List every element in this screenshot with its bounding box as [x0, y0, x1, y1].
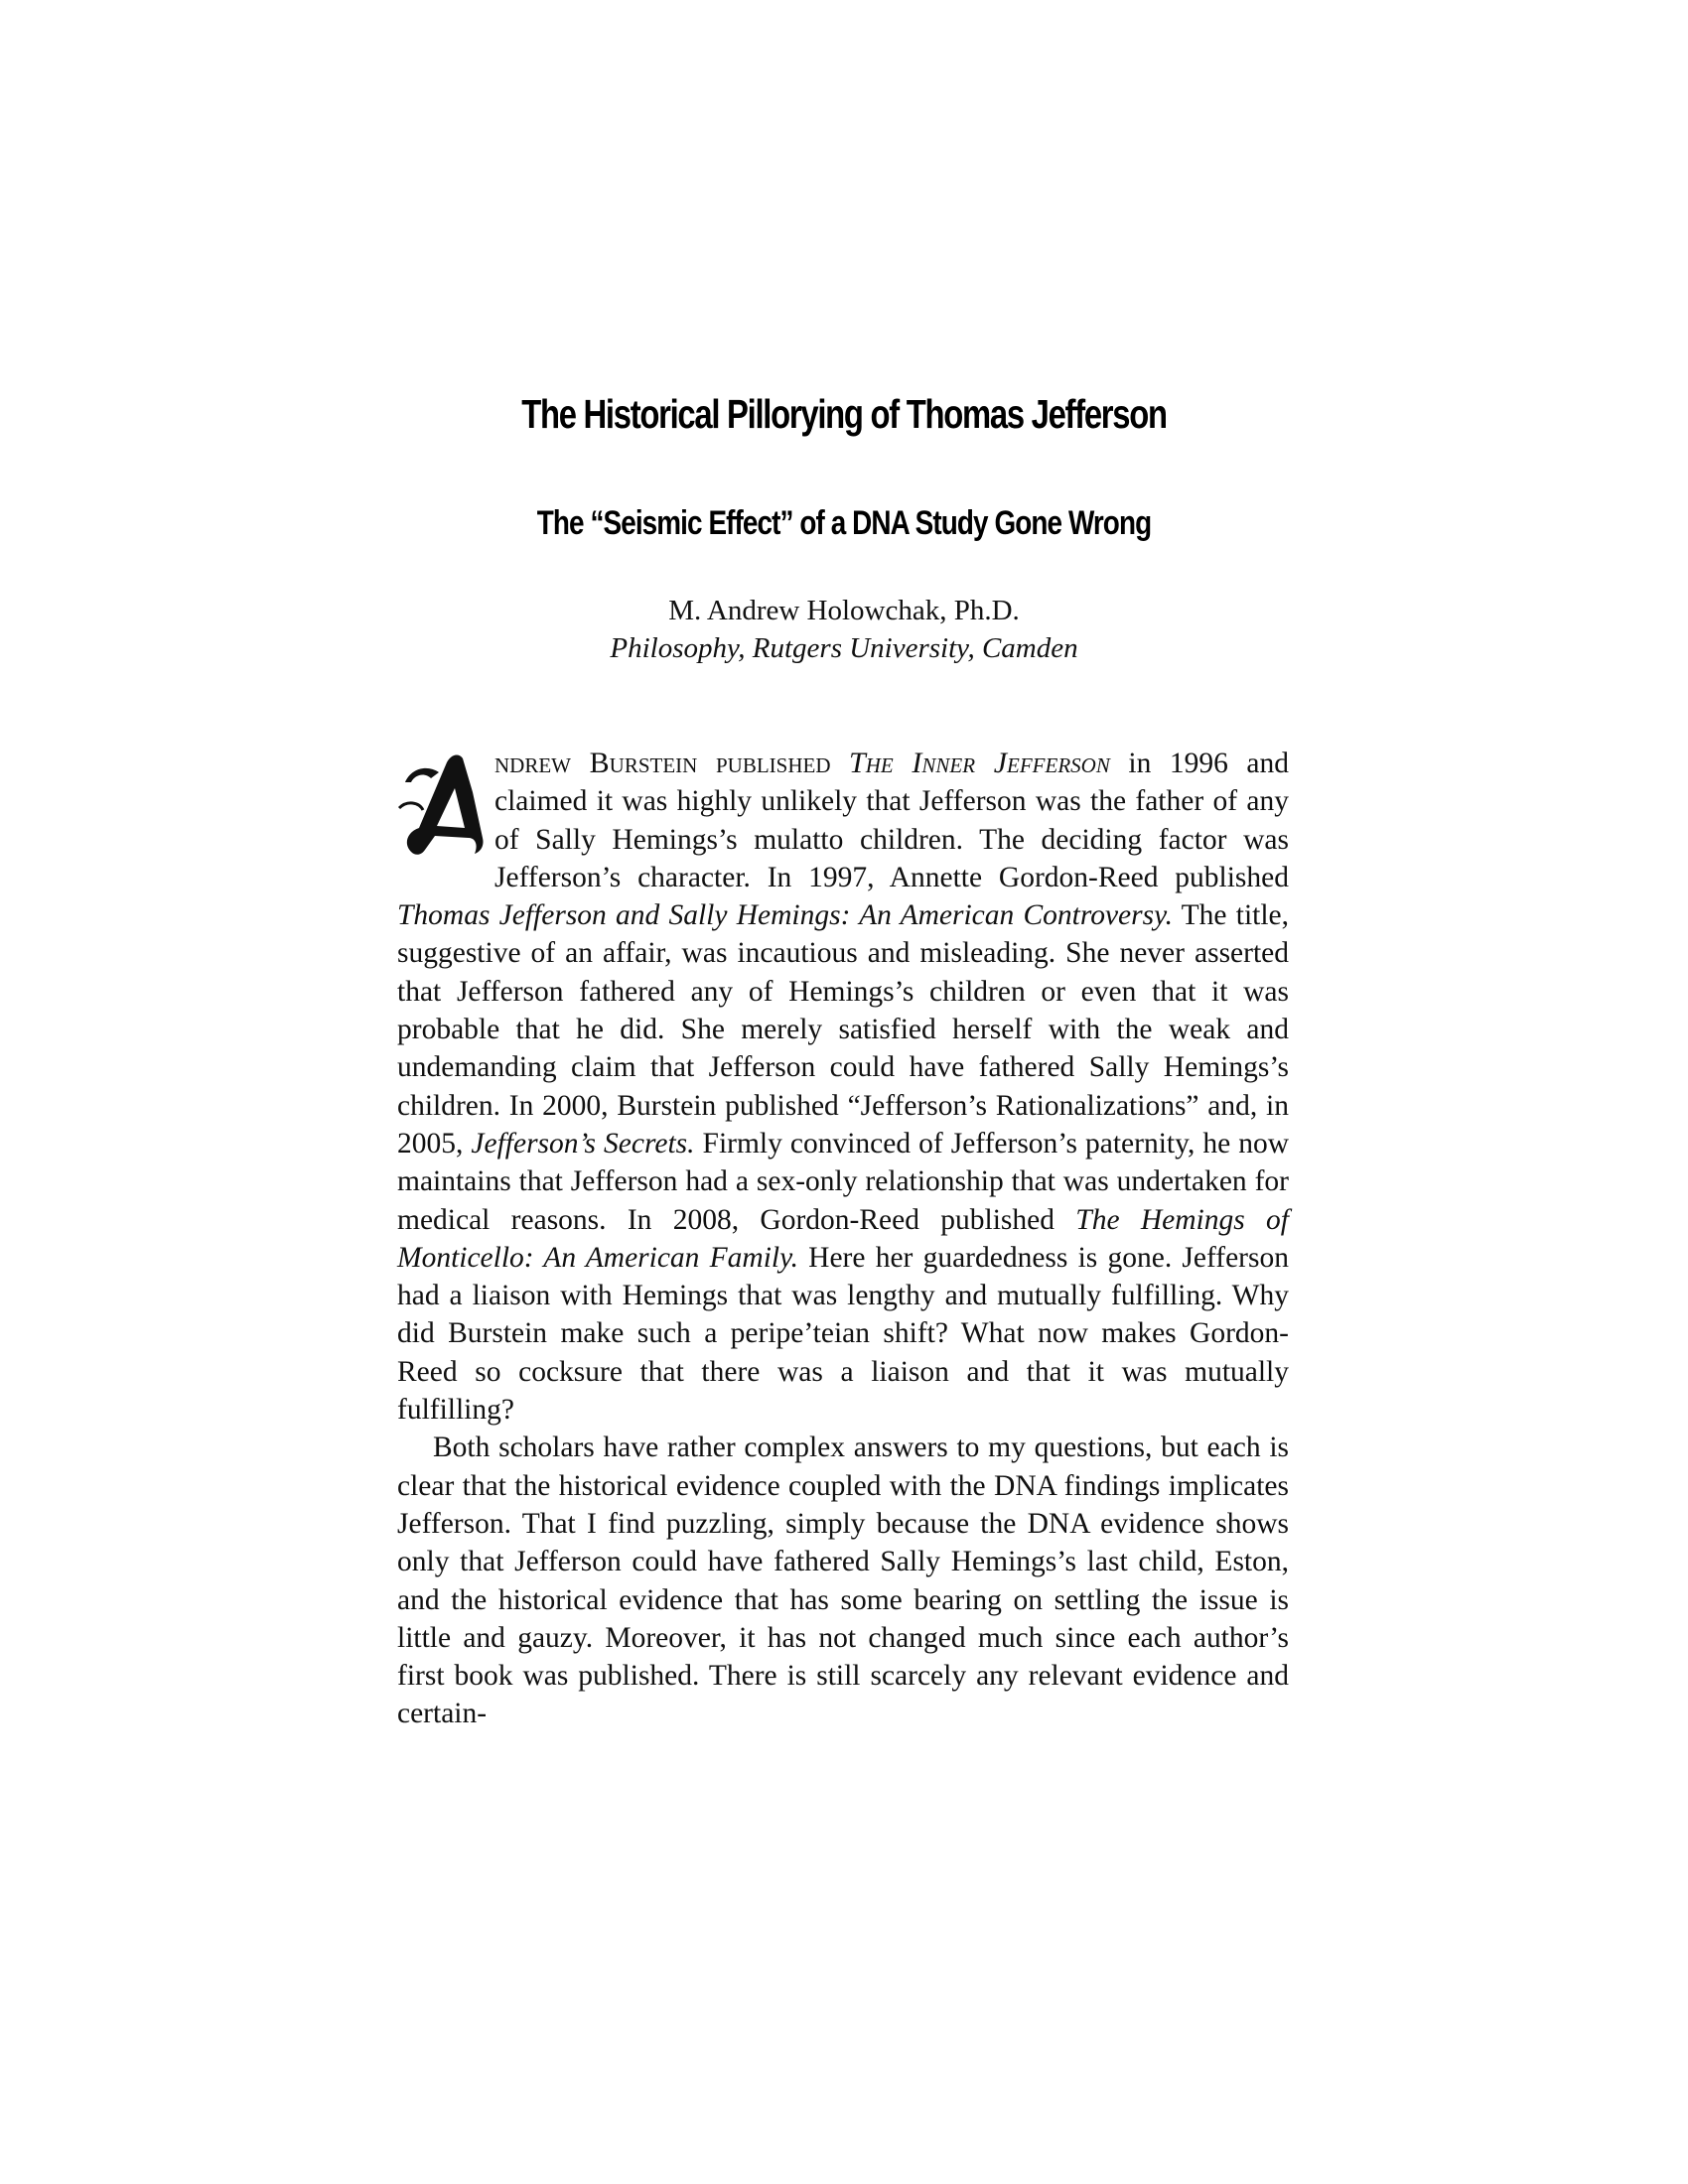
- paragraph-1-text-b: The title, suggestive of an affair, was incautious and misleading. She never asserted that Jefferson fathered any of Hemings’s children or even that it was probable that he did. She merely satisfied herself with the weak and undemanding claim that Jefferson could have fathered Sally Hemings’s children. In 2000, Burstein published “Jefferson’s Rationalizations” and, in 2005,: [397, 899, 1289, 1160]
- author-affiliation: Philosophy, Rutgers University, Camden: [610, 632, 1078, 664]
- article-subtitle: The “Seismic Effect” of a DNA Study Gone Wrong: [536, 504, 1152, 542]
- book-title-secrets: Jefferson’s Secrets.: [471, 1127, 695, 1160]
- paragraph-1: [397, 745, 1289, 1429]
- lead-in-smallcaps: ndrew Burstein published: [494, 747, 831, 779]
- paragraph-1-text-a: in 1996 and claimed it was highly unlikely that Jefferson was the father of any of Sally Hemings’s mulatto children. The deciding factor was Jefferson’s character. In 1997, Annette Gordon-Reed published: [494, 748, 1290, 893]
- paragraph-1-text-d: Here her guardedness is gone. Jefferson had a liaison with Hemings that was lengthy and mutually fulfilling. Why did Burstein make such a peripe’teian shift? What now makes Gordon-Reed so cocksure that there was a liaison and that it was mutually fulfilling?: [397, 1241, 1289, 1427]
- drop-cap-letter: [397, 749, 489, 860]
- book-title-inner-jefferson: The Inner Jefferson: [849, 747, 1110, 779]
- drop-cap-glyph: [397, 749, 489, 860]
- article-title: The Historical Pillorying of Thomas Jefferson: [521, 391, 1167, 437]
- article-body: [397, 745, 1289, 1733]
- book-title-controversy: Thomas Jefferson and Sally Hemings: An American Controversy.: [397, 899, 1173, 932]
- paragraph-1-text-c: Firmly convinced of Jefferson’s paternity, he now maintains that Jefferson had a sex-only relationship that was undertaken for medical reasons. In 2008, Gordon-Reed published: [397, 1127, 1290, 1236]
- book-title-hemings-of-monticello: The Hemings of Monticello: An American Family.: [397, 1203, 1289, 1274]
- paragraph-2: Both scholars have rather complex answers to my questions, but each is clear that the historical evidence coupled with the DNA findings implicates Jefferson. That I find puzzling, simply because the DNA evidence shows only that Jefferson could have fathered Sally Hemings’s last child, Eston, and the historical evidence that has some bearing on settling the issue is little and gauzy. Moreover, it has not changed much since each author’s first book was published. There is still scarcely any relevant evidence and certain-: [397, 1432, 1289, 1730]
- author-name: M. Andrew Holowchak, Ph.D.: [668, 595, 1020, 626]
